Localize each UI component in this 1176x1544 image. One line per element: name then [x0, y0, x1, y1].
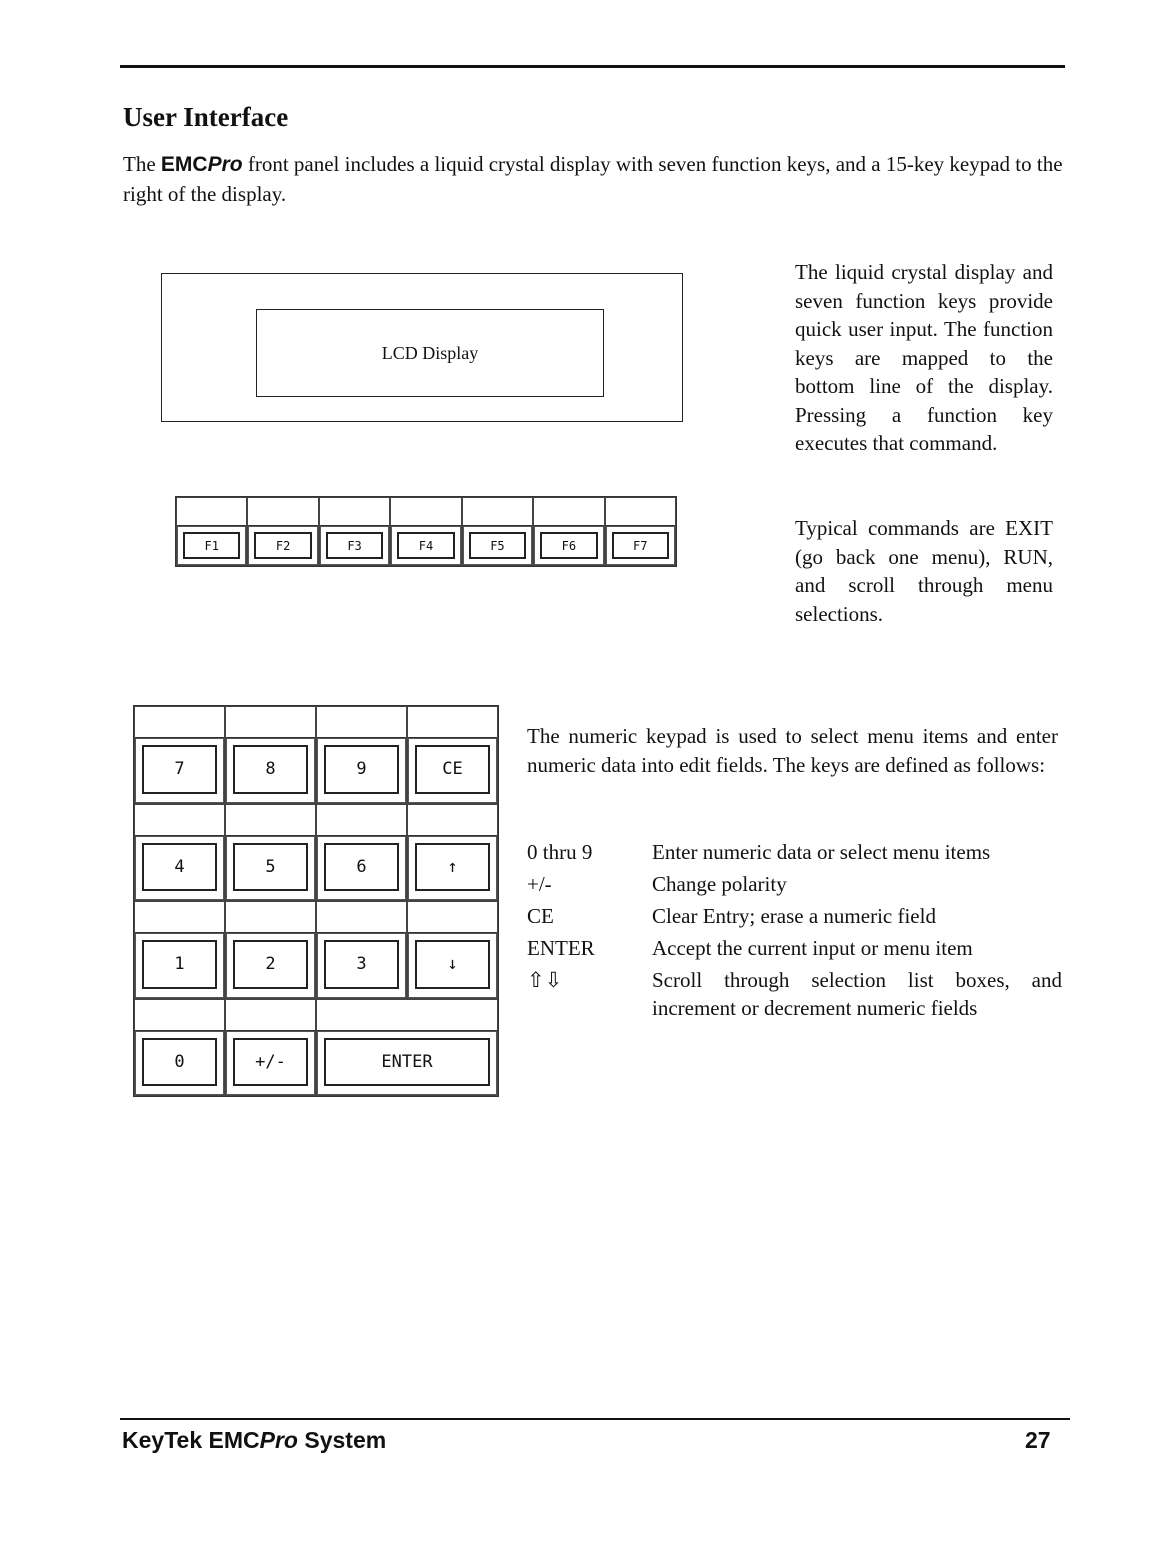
key-face: F4 — [397, 532, 454, 559]
definition-term: ⇧⇩ — [527, 968, 563, 992]
key-label-area — [408, 805, 497, 837]
function-key-f6[interactable] — [533, 497, 604, 566]
key-face: 3 — [324, 940, 399, 989]
key-bevel — [317, 836, 406, 901]
key-label-area — [226, 707, 315, 739]
key-face: F3 — [326, 532, 383, 559]
key-9[interactable] — [316, 706, 407, 804]
key-label-area — [248, 498, 317, 527]
key-label-area — [317, 707, 406, 739]
key-label-area — [135, 805, 224, 837]
footer-rule — [120, 1418, 1070, 1420]
definition-desc: Scroll through selection list boxes, and increment or decrement numeric fields — [652, 968, 1062, 1020]
function-key-f3[interactable] — [319, 497, 390, 566]
key-face: ↓ — [415, 940, 490, 989]
definition-row — [527, 836, 1062, 868]
key-bevel — [606, 526, 675, 565]
definition-term: CE — [527, 904, 554, 928]
key-up[interactable] — [407, 804, 498, 902]
key-label-area — [226, 805, 315, 837]
key-6[interactable] — [316, 804, 407, 902]
key-down[interactable] — [407, 901, 498, 999]
key-face: 5 — [233, 843, 308, 892]
key-face: 8 — [233, 745, 308, 794]
key-face: 9 — [324, 745, 399, 794]
key-face: F2 — [254, 532, 311, 559]
key-bevel — [317, 738, 406, 803]
key-label-area — [135, 1000, 224, 1032]
definition-term: 0 thru 9 — [527, 840, 593, 864]
definition-row — [527, 868, 1062, 900]
key-label-area — [408, 902, 497, 934]
key-face: ENTER — [324, 1038, 490, 1087]
key-bevel — [408, 836, 497, 901]
definition-row — [527, 964, 1062, 1022]
key-bevel — [317, 1031, 497, 1096]
key-3[interactable] — [316, 901, 407, 999]
key-bevel — [226, 933, 315, 998]
key-face: F5 — [469, 532, 526, 559]
definition-desc: Accept the current input or menu item — [652, 936, 973, 960]
key-bevel — [248, 526, 317, 565]
key-enter[interactable] — [316, 999, 498, 1097]
key-label-area — [226, 902, 315, 934]
key-label-area — [135, 707, 224, 739]
keypad-description: The numeric keypad is used to select menu items and enter numeric data into edit fields. The keys are defined as follows: — [527, 724, 1058, 777]
key-bevel — [135, 738, 224, 803]
function-keys — [175, 496, 677, 567]
key-8[interactable] — [225, 706, 316, 804]
definition-term: +/- — [527, 872, 552, 896]
key-label-area — [317, 902, 406, 934]
definition-desc: Change polarity — [652, 872, 787, 896]
definition-term: ENTER — [527, 936, 595, 960]
key-face: 2 — [233, 940, 308, 989]
key-bevel — [135, 836, 224, 901]
key-bevel — [320, 526, 389, 565]
key-plus-minus[interactable] — [225, 999, 316, 1097]
key-label-area — [177, 498, 246, 527]
definition-row — [527, 932, 1062, 964]
key-label-area — [317, 1000, 497, 1032]
key-label-area — [463, 498, 532, 527]
key-face: F6 — [540, 532, 597, 559]
key-label-area — [320, 498, 389, 527]
key-bevel — [135, 1031, 224, 1096]
key-bevel — [135, 933, 224, 998]
key-label-area — [534, 498, 603, 527]
definition-row — [527, 900, 1062, 932]
key-face: +/- — [233, 1038, 308, 1087]
key-label-area — [606, 498, 675, 527]
top-rule — [120, 65, 1065, 68]
key-face: ↑ — [415, 843, 490, 892]
key-bevel — [177, 526, 246, 565]
commands-description: Typical commands are EXIT (go back one menu), RUN, and scroll through menu selections. — [795, 516, 1053, 626]
key-face: 6 — [324, 843, 399, 892]
key-bevel — [226, 738, 315, 803]
key-1[interactable] — [134, 901, 225, 999]
key-bevel — [226, 836, 315, 901]
key-bevel — [534, 526, 603, 565]
definition-desc: Enter numeric data or select menu items — [652, 840, 991, 864]
key-label-area — [226, 1000, 315, 1032]
key-2[interactable] — [225, 901, 316, 999]
key-face: 7 — [142, 745, 217, 794]
key-bevel — [226, 1031, 315, 1096]
key-bevel — [408, 933, 497, 998]
key-label-area — [135, 902, 224, 934]
footer-title: KeyTek EMCPro System — [122, 1427, 387, 1453]
key-face: 0 — [142, 1038, 217, 1087]
definition-desc: Clear Entry; erase a numeric field — [652, 904, 936, 928]
function-key-f1[interactable] — [176, 497, 247, 566]
key-label-area — [317, 805, 406, 837]
key-ce[interactable] — [407, 706, 498, 804]
key-bevel — [463, 526, 532, 565]
key-definitions — [527, 836, 1062, 1022]
key-face: F7 — [612, 532, 669, 559]
key-bevel — [317, 933, 406, 998]
intro-paragraph: The EMCPro front panel includes a liquid crystal display with seven function keys, and a 15-key keypad to the right of the display. — [123, 152, 1063, 206]
lcd-display: LCD Display — [256, 309, 604, 397]
function-key-f7[interactable] — [605, 497, 676, 566]
page-number: 27 — [1025, 1427, 1051, 1453]
key-7[interactable] — [134, 706, 225, 804]
numeric-keypad — [133, 705, 499, 1097]
function-key-f5[interactable] — [462, 497, 533, 566]
key-bevel — [391, 526, 460, 565]
key-bevel — [408, 738, 497, 803]
key-label-area — [408, 707, 497, 739]
key-face: F1 — [183, 532, 240, 559]
key-face: 4 — [142, 843, 217, 892]
key-4[interactable] — [134, 804, 225, 902]
lcd-description: The liquid crystal display and seven function keys provide quick user input. The function keys are mapped to the bottom line of the display. Pressing a function key executes that command. — [795, 260, 1053, 455]
key-label-area — [391, 498, 460, 527]
key-face: 1 — [142, 940, 217, 989]
key-5[interactable] — [225, 804, 316, 902]
function-key-f4[interactable] — [390, 497, 461, 566]
function-key-f2[interactable] — [247, 497, 318, 566]
key-face: CE — [415, 745, 490, 794]
page-title: User Interface — [123, 102, 289, 132]
key-0[interactable] — [134, 999, 225, 1097]
